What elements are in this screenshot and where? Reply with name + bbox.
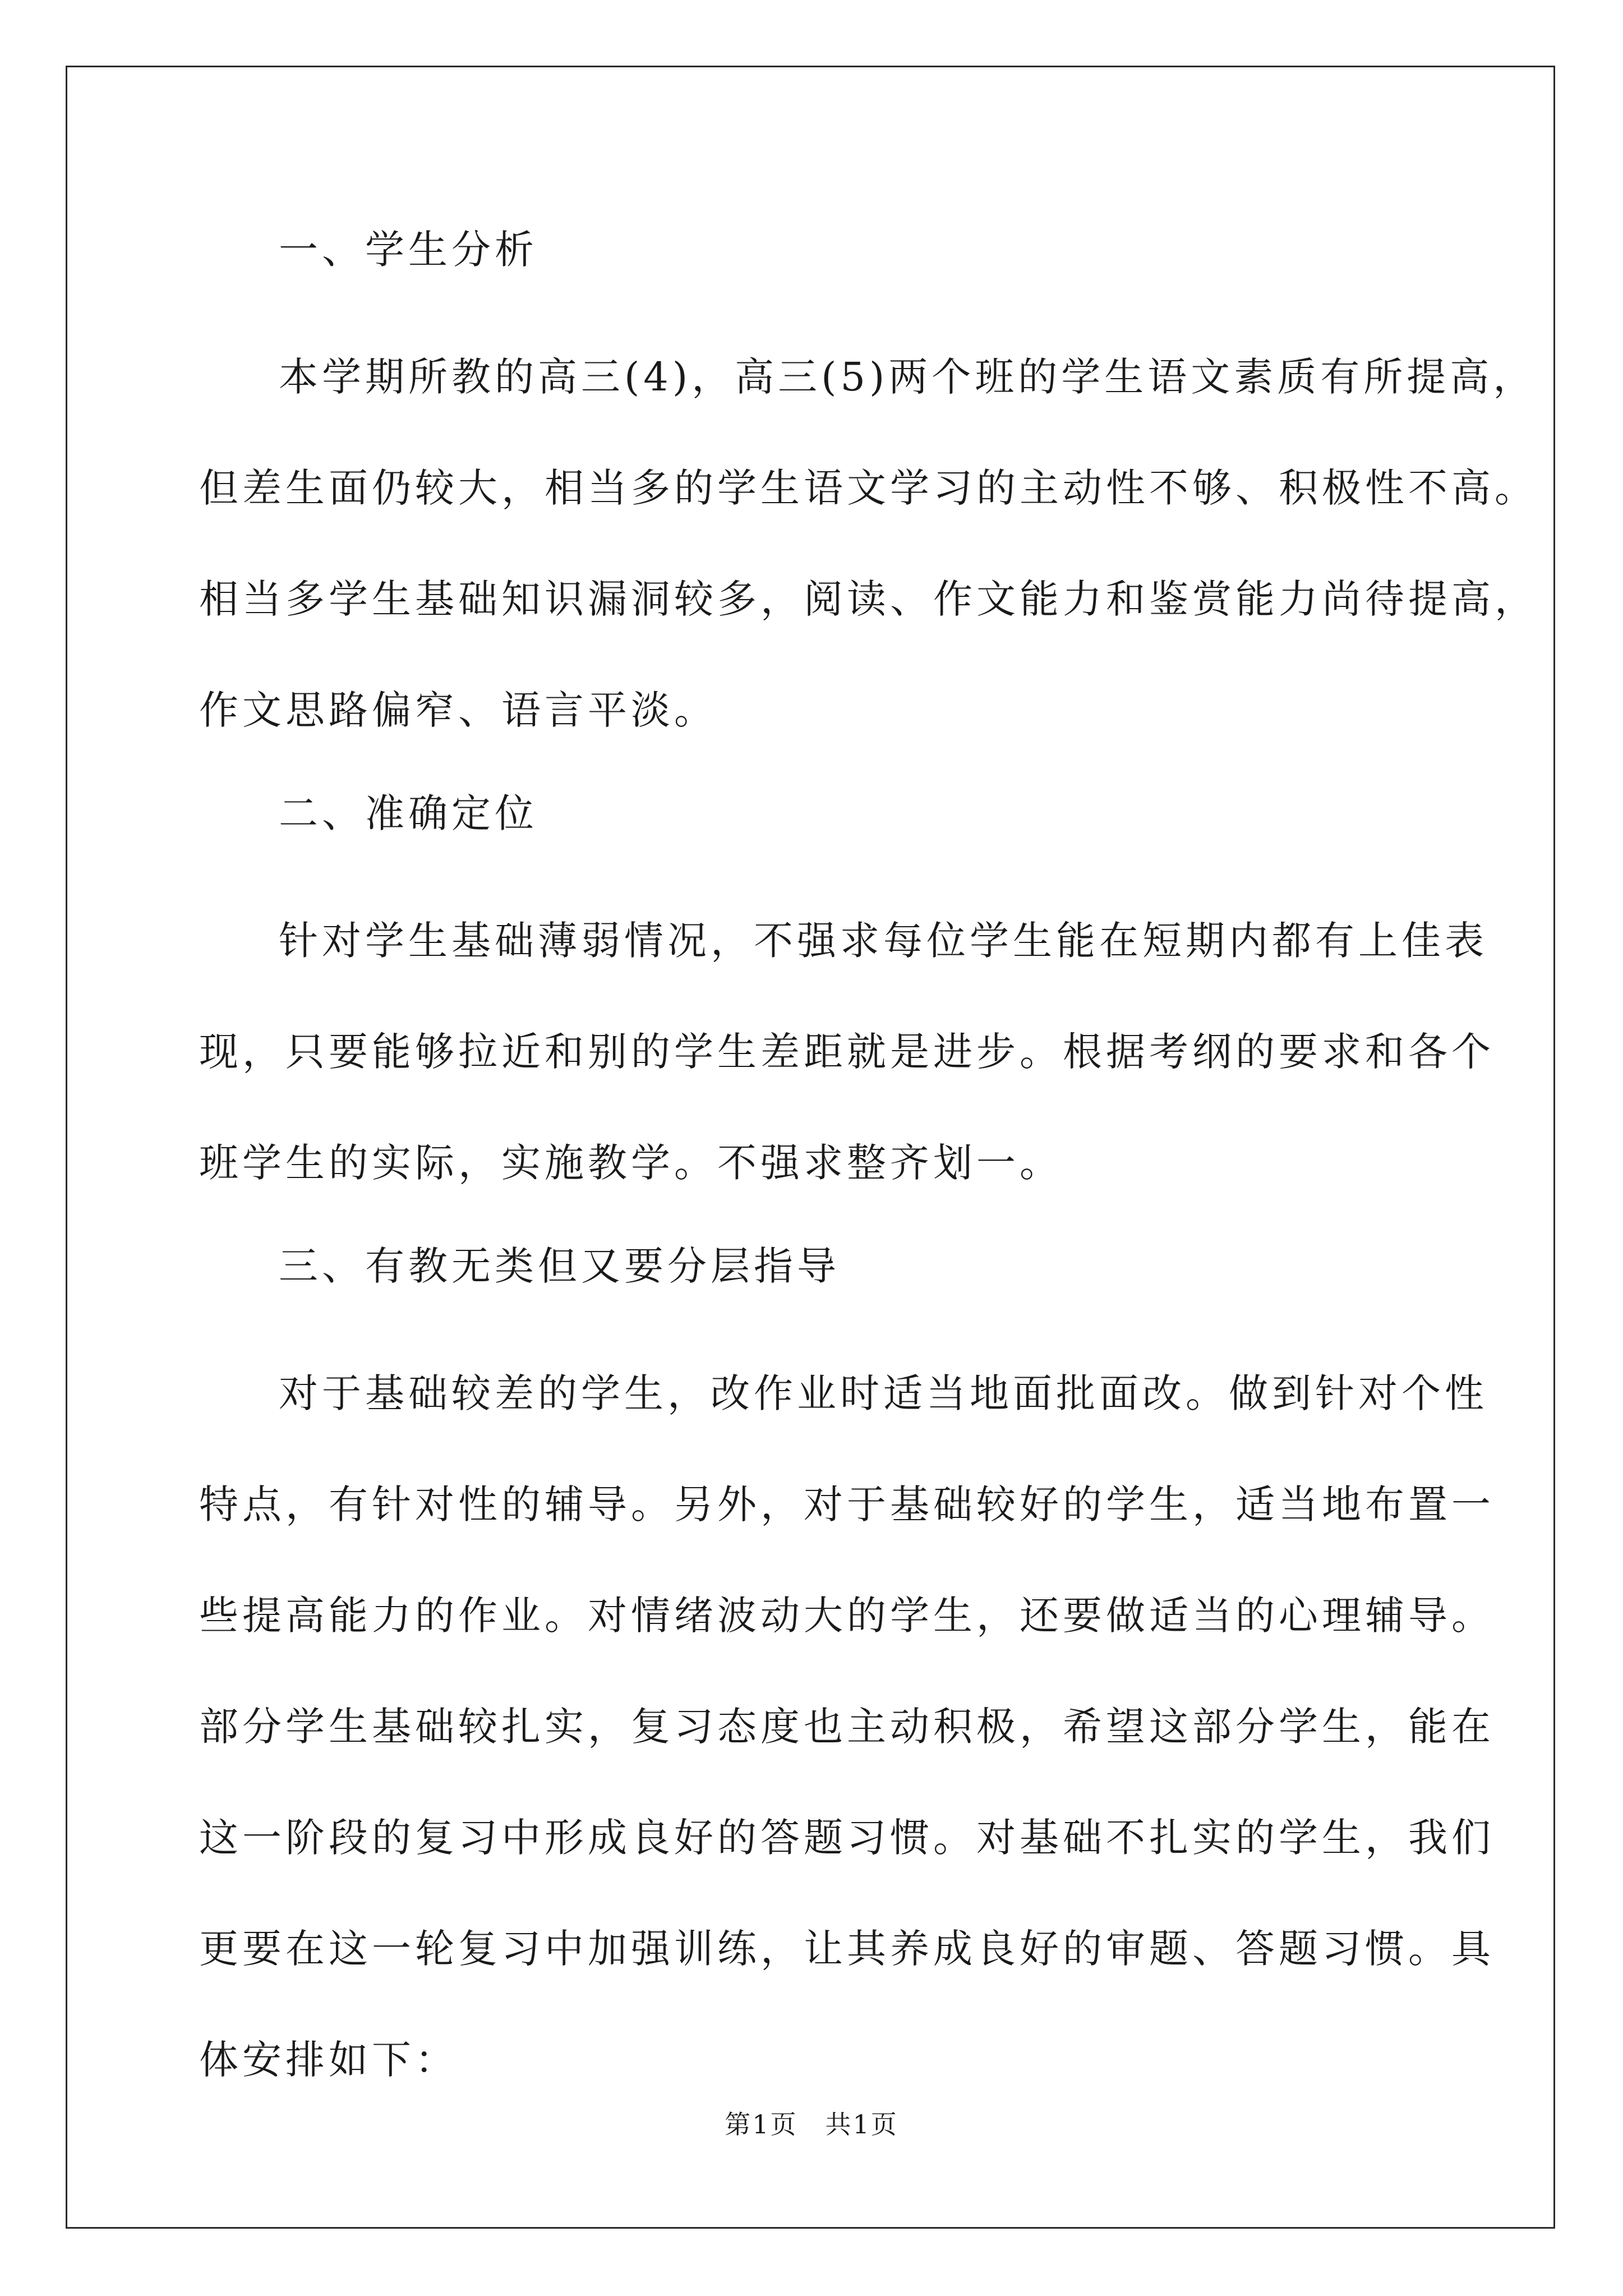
section-heading: 二、准确定位 — [279, 790, 538, 836]
section-student-analysis — [199, 213, 1538, 766]
paragraph-line: 本学期所教的高三(4)，高三(5)两个班的学生语文素质有所提高， — [279, 354, 1537, 400]
paragraph-line: 这一阶段的复习中形成良好的答题习惯。对基础不扎实的学生，我们 — [199, 1815, 1495, 1861]
paragraph-line: 些提高能力的作业。对情绪波动大的学生，还要做适当的心理辅导。 — [199, 1593, 1495, 1639]
paragraph-line: 作文思路偏窄、语言平淡。 — [199, 687, 717, 733]
paragraph-line: 相当多学生基础知识漏洞较多，阅读、作文能力和鉴赏能力尚待提高， — [199, 576, 1538, 622]
paragraph-line: 部分学生基础较扎实，复习态度也主动积极，希望这部分学生，能在 — [199, 1704, 1495, 1750]
paragraph-line: 对于基础较差的学生，改作业时适当地面批面改。做到针对个性 — [279, 1370, 1488, 1416]
document-body — [199, 213, 1538, 2127]
paragraph-line: 更要在这一轮复习中加强训练，让其养成良好的审题、答题习惯。具 — [199, 1926, 1495, 1972]
paragraph-line: 针对学生基础薄弱情况，不强求每位学生能在短期内都有上佳表 — [279, 918, 1488, 964]
page-footer: 第1页 共1页 — [725, 2109, 898, 2139]
paragraph-line: 班学生的实际，实施教学。不强求整齐划一。 — [199, 1140, 1063, 1186]
section-heading: 一、学生分析 — [279, 227, 538, 273]
paragraph-line: 现，只要能够拉近和别的学生差距就是进步。根据考纲的要求和各个 — [199, 1029, 1495, 1075]
section-heading: 三、有教无类但又要分层指导 — [279, 1243, 840, 1289]
section-layered-guidance — [199, 1230, 1495, 2115]
paragraph-line: 特点，有针对性的辅导。另外，对于基础较好的学生，适当地布置一 — [199, 1481, 1495, 1527]
section-positioning — [199, 777, 1495, 1218]
paragraph-line: 但差生面仍较大，相当多的学生语文学习的主动性不够、积极性不高。 — [199, 465, 1538, 511]
paragraph-line: 体安排如下： — [199, 2037, 458, 2083]
